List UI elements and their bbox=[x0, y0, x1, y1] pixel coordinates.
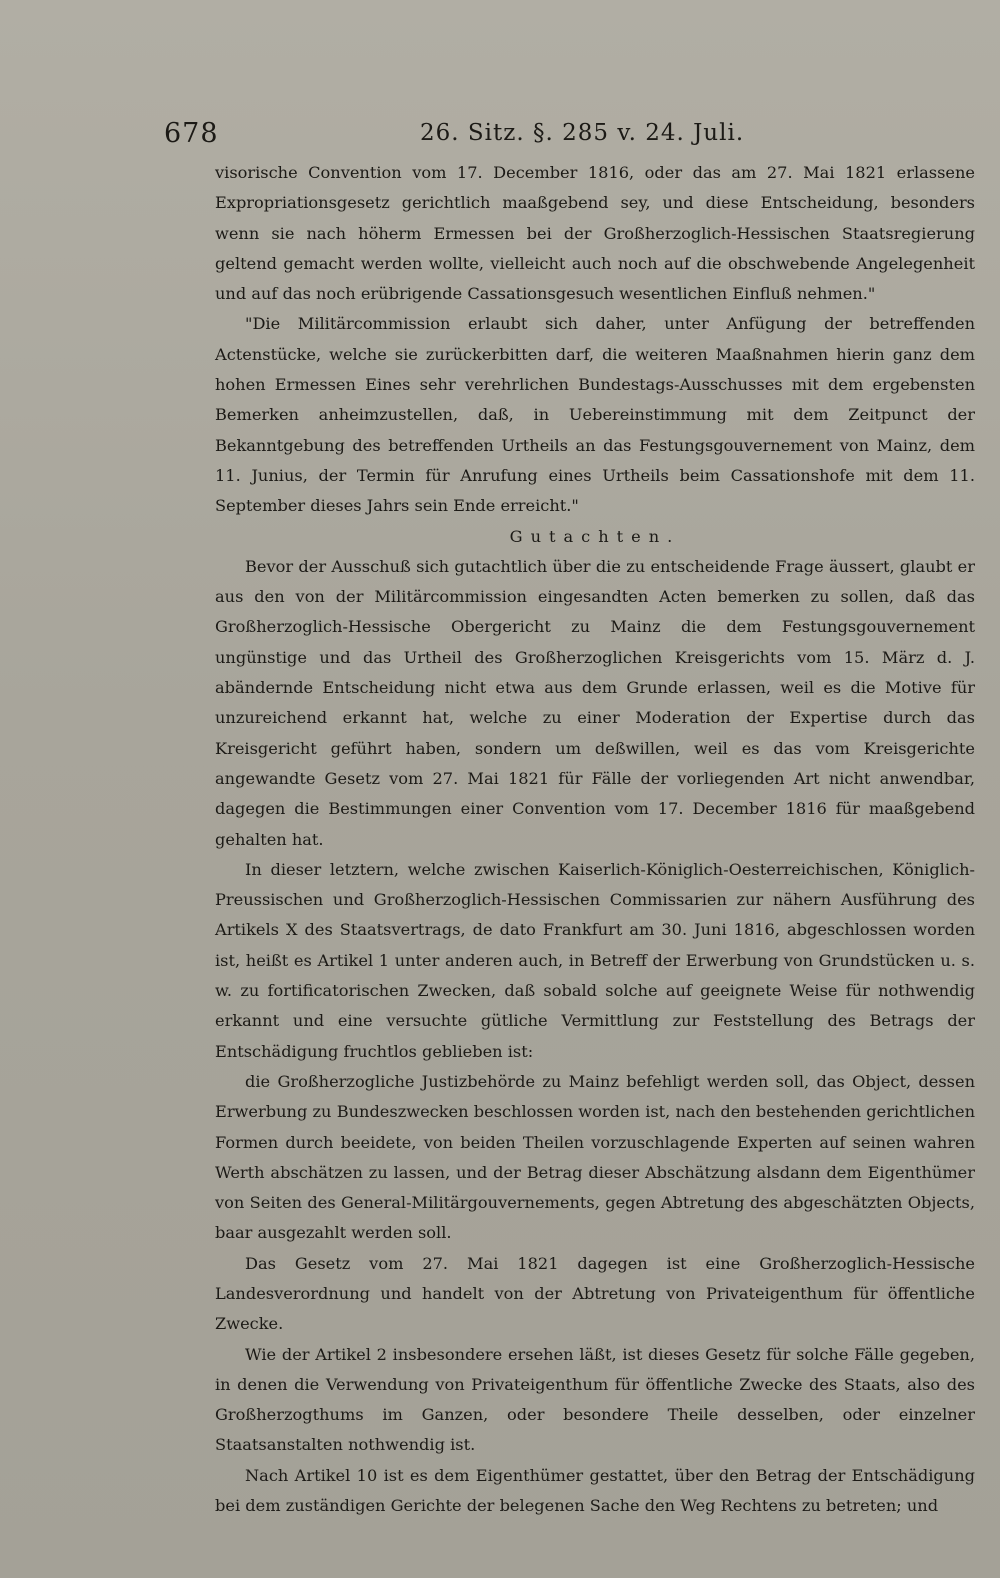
paragraph: Wie der Artikel 2 insbesondere ersehen läßt, ist dieses Gesetz für solche Fälle gegeben, in denen die Verwendung von Privateigenthum für öffentliche Zwecke des Staats, also des Großherzogthums im Ganzen, oder besondere Theile desselben, oder einzelner Staatsanstalten nothwendig ist. bbox=[215, 1344, 975, 1455]
running-head: 26. Sitz. §. 285 v. 24. Juli. bbox=[420, 120, 745, 146]
section-heading: Gutachten. bbox=[509, 526, 681, 546]
page-number: 678 bbox=[164, 118, 219, 149]
paragraph-citation: die Großherzogliche Justizbehörde zu Mainz befehligt werden soll, das Object, dessen Erwerbung zu Bundeszwecken beschlossen worden ist, nach den bestehenden gerichtlichen Formen durch beeidete, von beiden Theilen vorzuschlagende Experten auf seinen wahren Werth abschätzen zu lassen, und der Betrag dieser Abschätzung alsdann dem Eigenthümer von Seiten des General-Militärgouvernements, gegen Abtretung des abgeschätzten Objects, baar ausgezahlt werden soll. bbox=[215, 1071, 975, 1243]
paragraph-continuation: visorische Convention vom 17. December 1816, oder das am 27. Mai 1821 erlassene Expropriationsgesetz gerichtlich maaßgebend sey, und diese Entscheidung, besonders wenn sie nach höherm Ermessen bei der Großherzoglich-Hessischen Staatsregierung geltend gemacht werden wollte, vielleicht auch noch auf die obschwebende Angelegenheit und auf das noch erübrigende Cassationsgesuch wesentlichen Einfluß nehmen." bbox=[215, 163, 975, 304]
paragraph: Das Gesetz vom 27. Mai 1821 dagegen ist eine Großherzoglich-Hessische Landesverordnung und handelt von der Abtretung von Privateigenthum für öffentliche Zwecke. bbox=[215, 1253, 975, 1334]
body-text bbox=[215, 158, 975, 1521]
paragraph-quote: "Die Militärcommission erlaubt sich daher, unter Anfügung der betreffenden Actenstücke, welche sie zurückerbitten darf, die weiteren Maaßnahmen hierin ganz dem hohen Ermessen Eines sehr verehrlichen Bundestags-Ausschusses mit dem ergebensten Bemerken anheimzustellen, daß, in Uebereinstimmung mit dem Zeitpunct der Bekanntgebung des betreffenden Urtheils an das Festungsgouvernement von Mainz, dem 11. Junius, der Termin für Anrufung eines Urtheils beim Cassationshofe mit dem 11. September dieses Jahrs sein Ende erreicht." bbox=[215, 314, 975, 516]
paragraph: Bevor der Ausschuß sich gutachtlich über die zu entscheidende Frage äussert, glaubt er aus den von der Militärcommission eingesandten Acten bemerken zu sollen, daß das Großherzoglich-Hessische Obergericht zu Mainz die dem Festungsgouvernement ungünstige und das Urtheil des Großherzoglichen Kreisgerichts vom 15. März d. J. abändernde Entscheidung nicht etwa aus dem Grunde erlassen, weil es die Motive für unzureichend erkannt hat, welche zu einer Moderation der Expertise durch das Kreisgericht geführt haben, sondern um deßwillen, weil es das vom Kreisgerichte angewandte Gesetz vom 27. Mai 1821 für Fälle der vorliegenden Art nicht anwendbar, dagegen die Bestimmungen einer Convention vom 17. December 1816 für maaßgebend gehalten hat. bbox=[215, 556, 975, 849]
page-header bbox=[160, 118, 980, 154]
paragraph: Nach Artikel 10 ist es dem Eigenthümer gestattet, über den Betrag der Entschädigung bei dem zuständigen Gerichte der belegenen Sache den Weg Rechtens zu betreten; und bbox=[215, 1465, 975, 1516]
paragraph: In dieser letztern, welche zwischen Kaiserlich-Königlich-Oesterreichischen, Königlich-Preussischen und Großherzoglich-Hessischen Commissarien zur nähern Ausführung des Artikels X des Staatsvertrags, de dato Frankfurt am 30. Juni 1816, abgeschlossen worden ist, heißt es Artikel 1 unter anderen auch, in Betreff der Erwerbung von Grundstücken u. s. w. zu fortificatorischen Zwecken, daß sobald solche auf geeignete Weise für nothwendig erkannt und eine versuchte gütliche Vermittlung zur Feststellung des Betrags der Entschädigung fruchtlos geblieben ist: bbox=[215, 859, 975, 1061]
